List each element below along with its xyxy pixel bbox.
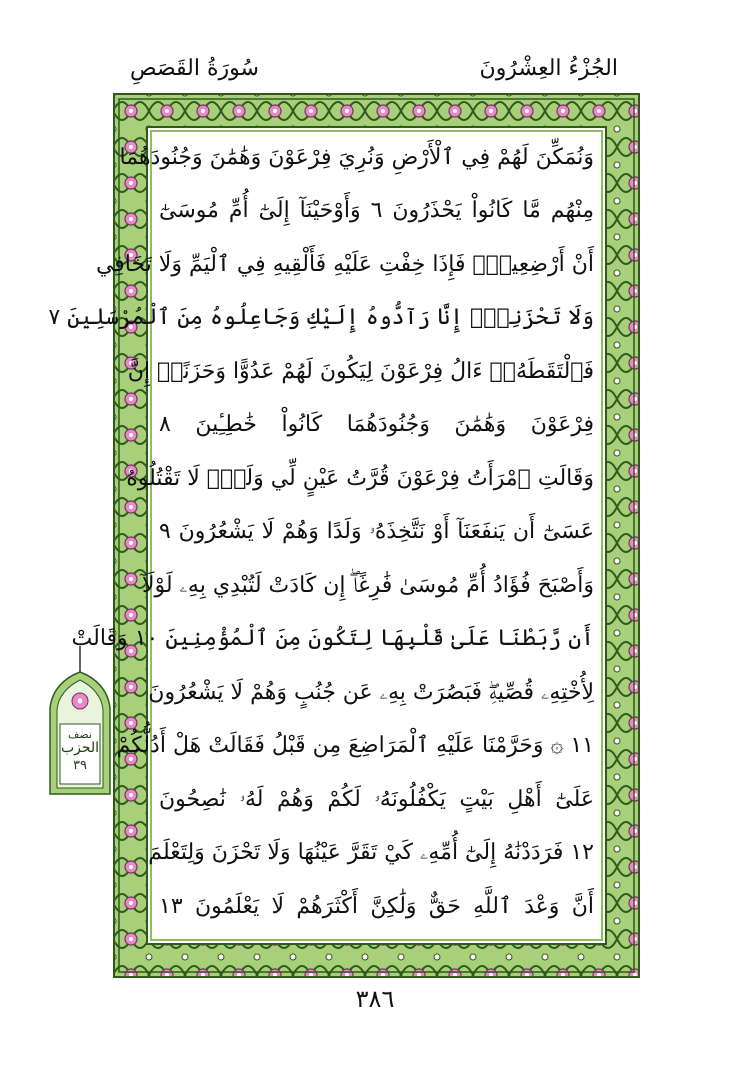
text-line: عَسَىٰٓ أَن يَنفَعَنَآ أَوْ نَتَّخِذَهُۥ وَلَدًا وَهُمْ لَا يَشْعُرُونَ ٩: [159, 519, 594, 544]
text-line: وَلَا تَحْزَنِيٓۖ إِنَّا رَآدُّوهُ إِلَيْكِ وَجَاعِلُوهُ مِنَ ٱلْمُرْسَلِينَ ٧: [48, 305, 594, 330]
text-line: أَنْ أَرْضِعِيهِۖ فَإِذَا خِفْتِ عَلَيْهِ فَأَلْقِيهِ فِي ٱلْيَمِّ وَلَا تَخَافِي: [95, 252, 594, 277]
hizb-label-half: نصف: [68, 728, 92, 741]
page-header: [0, 52, 750, 88]
text-line: ١٢ فَرَدَدْنَٰهُ إِلَىٰٓ أُمِّهِۦ كَيْ تَقَرَّ عَيْنُهَا وَلَا تَحْزَنَ وَلِتَعْلَمَ: [148, 840, 594, 865]
text-line: عَلَىٰٓ أَهْلِ بَيْتٍ يَكْفُلُونَهُۥ لَكُمْ وَهُمْ لَهُۥ نَٰصِحُونَ: [159, 787, 594, 812]
text-line: فِرْعَوْنَ وَهَٰمَٰنَ وَجُنُودَهُمَا كَانُواْ خَٰطِـِٔينَ ٨: [159, 412, 594, 437]
text-line: وَقَالَتِ ٱمْرَأَتُ فِرْعَوْنَ قُرَّتُ عَيْنٍ لِّي وَلَكَۖ لَا تَقْتُلُوهُ: [126, 466, 594, 491]
hizb-label-hizb: الحزب: [60, 740, 100, 756]
text-line: أَنَّ وَعْدَ ٱللَّهِ حَقٌّ وَلَٰكِنَّ أَكْثَرَهُمْ لَا يَعْلَمُونَ ١٣: [159, 894, 594, 919]
page-number: ٣٨٦: [355, 985, 395, 1013]
juz-title: الجُزْءُ العِشْرُونَ: [479, 56, 618, 81]
text-line: أَن رَّبَطْنَا عَلَىٰ قَلْبِهَا لِتَكُونَ مِنَ ٱلْمُؤْمِنِينَ ١٠ وَقَالَتْ: [71, 626, 594, 651]
hizb-number: ٣٩: [73, 758, 87, 773]
text-line: مِنْهُم مَّا كَانُواْ يَحْذَرُونَ ٦ وَأَوْحَيْنَآ إِلَىٰٓ أُمِّ مُوسَىٰٓ: [159, 198, 595, 223]
hizb-marker: [40, 646, 120, 796]
hizb-ornament-icon: [40, 646, 120, 796]
text-line: فَٱلْتَقَطَهُۥٓ ءَالُ فِرْعَوْنَ لِيَكُونَ لَهُمْ عَدُوًّا وَحَزَنًاۗ إِنَّ: [127, 359, 594, 384]
surah-title: سُورَةُ القَصَصِ: [130, 56, 259, 81]
text-line: لِأُخْتِهِۦ قُصِّيهِۖ فَبَصُرَتْ بِهِۦ عَن جُنُبٍ وَهُمْ لَا يَشْعُرُونَ: [148, 680, 594, 705]
text-line: وَنُمَكِّنَ لَهُمْ فِي ٱلْأَرْضِ وَنُرِيَ فِرْعَوْنَ وَهَٰمَٰنَ وَجُنُودَهُمَا: [119, 145, 594, 170]
text-line: وَأَصْبَحَ فُؤَادُ أُمِّ مُوسَىٰ فَٰرِغًاۖ إِن كَادَتْ لَتُبْدِي بِهِۦ لَوْلَآ: [141, 573, 594, 598]
text-line: ١١ ۞ وَحَرَّمْنَا عَلَيْهِ ٱلْمَرَاضِعَ مِن قَبْلُ فَقَالَتْ هَلْ أَدُلُّكُمْ: [116, 733, 594, 758]
